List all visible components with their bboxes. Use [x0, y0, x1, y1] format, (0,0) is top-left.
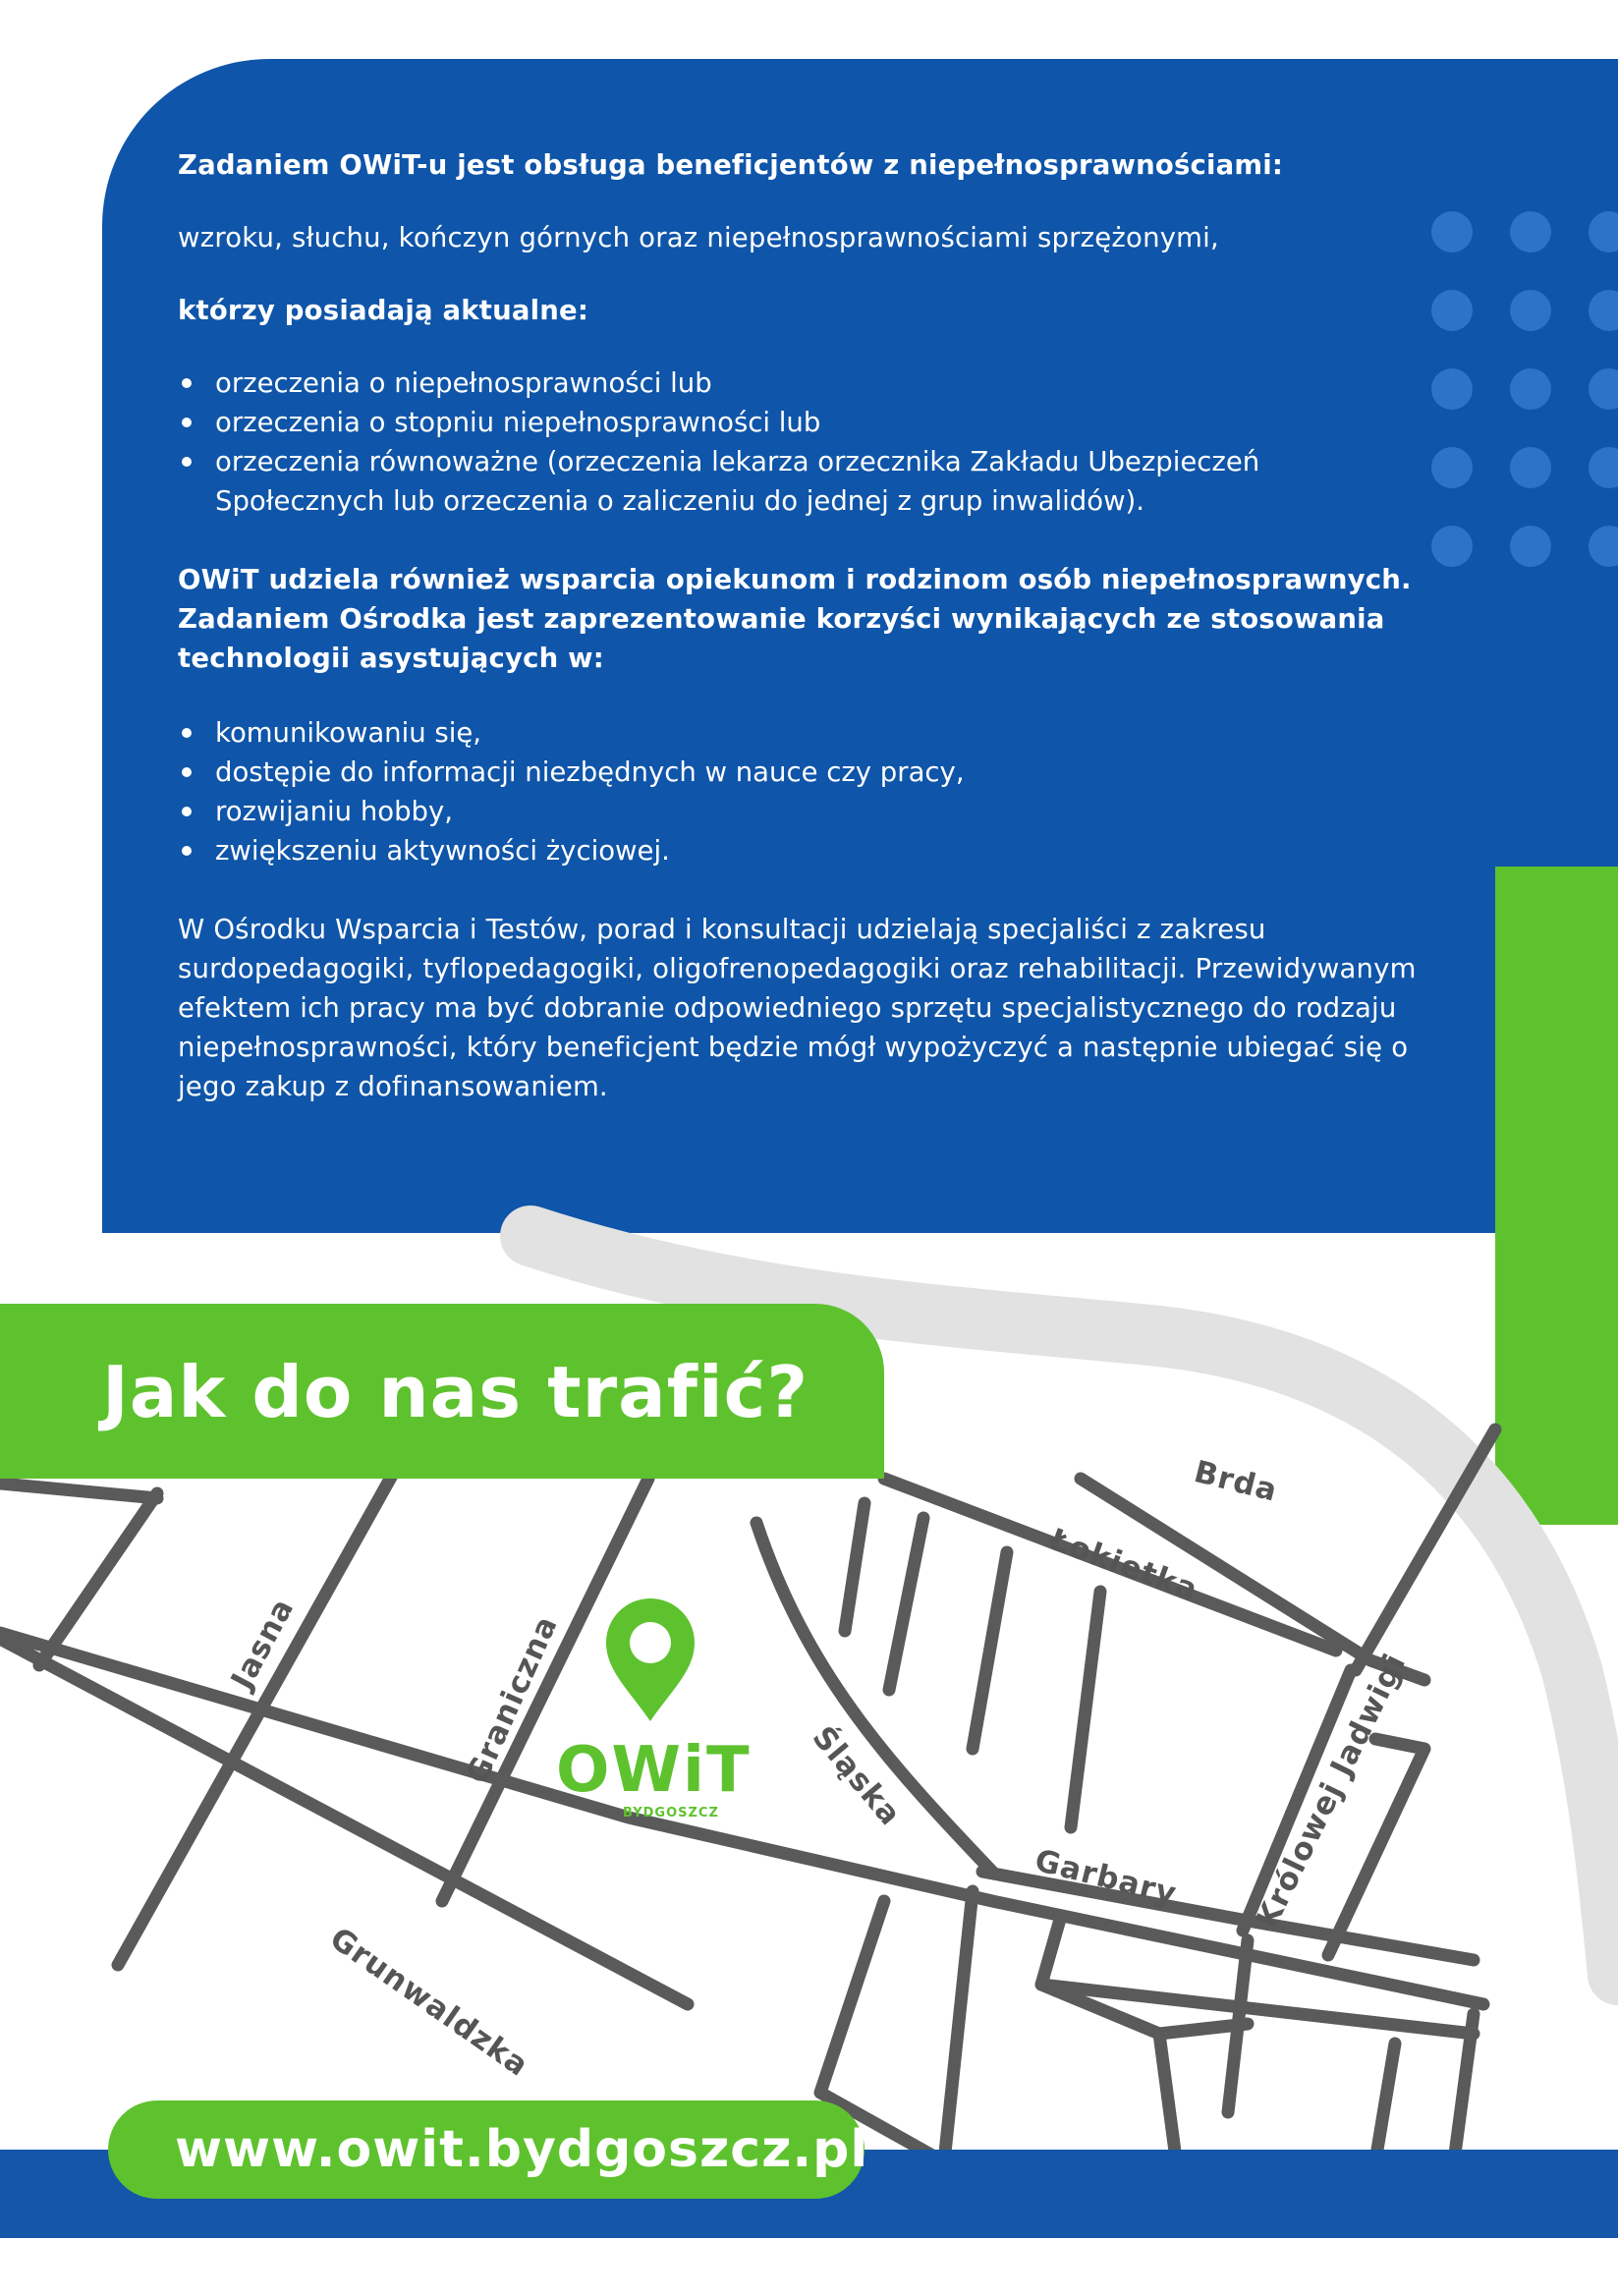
street-label-jasna: Jasna [224, 1592, 302, 1696]
dot [1589, 526, 1618, 567]
dot [1589, 368, 1618, 410]
requirements-list [178, 364, 1435, 521]
list-item: orzeczenia równoważne (orzeczenia lekarza orzecznika Zakładu Ubezpieczeń Społecznych lub orzeczenia o zaliczeniu do jednej z grup inwalidów). [178, 442, 1435, 521]
road [1041, 1916, 1179, 2181]
road [1375, 2044, 1395, 2161]
list-item: komunikowaniu się, [178, 713, 1435, 753]
dot [1589, 290, 1618, 331]
dot [1431, 526, 1473, 567]
dot [1431, 447, 1473, 488]
support-paragraph: OWiT udziela również wsparcia opiekunom i rodzinom osób niepełnosprawnych. Zadaniem Ośrodka jest zaprezentowanie korzyści wynikających ze stosowania technologii asystujących w: [178, 564, 1412, 674]
location-pin-icon [552, 1592, 768, 1729]
map-heading: Jak do nas trafić? [102, 1351, 809, 1433]
dot [1510, 290, 1551, 331]
road [39, 1493, 157, 1665]
street-label-slaska: Śląska [805, 1719, 909, 1833]
list-item: orzeczenia o stopniu niepełnosprawności lub [178, 403, 1435, 442]
dot [1431, 368, 1473, 410]
requirements-heading: którzy posiadają aktualne: [178, 295, 589, 326]
intro-heading: Zadaniem OWiT-u jest obsługa beneficjentów z niepełnosprawnościami: [178, 149, 1284, 181]
dot [1589, 447, 1618, 488]
closing-paragraph: W Ośrodku Wsparcia i Testów, porad i konsultacji udzielają specjaliści z zakresu surdopedagogiki, tyflopedagogiki, oligofrenopedagogiki oraz rehabilitacji. Przewidywanym efektem ich pracy ma być dobranie odpowiedniego sprzętu specjalistycznego do rodzaju niepełnosprawności, który beneficjent będzie mógł wypożyczyć a następnie ubiegać się o jego zakup z dofinansowaniem. [178, 914, 1417, 1102]
street-label-grunwaldzka: Grunwaldzka [323, 1921, 535, 2084]
street-label-lokietka: Łokietka [1044, 1522, 1203, 1608]
owit-logo-subtext: BYDGOSZCZ [623, 1806, 719, 1820]
road [1071, 1592, 1100, 1827]
street-label-graniczna: Graniczna [459, 1610, 565, 1789]
dot [1510, 211, 1551, 252]
list-item: orzeczenia o niepełnosprawności lub [178, 364, 1435, 403]
dot [1431, 211, 1473, 252]
road [973, 1552, 1007, 1749]
street-label-krolowej-jadwigi: Królowej Jadwigi [1249, 1648, 1414, 1934]
intro-line: wzroku, słuchu, kończyn górnych oraz niepełnosprawnościami sprzężonymi, [178, 222, 1219, 253]
road [889, 1518, 923, 1690]
street-label-garbary: Garbary [1031, 1842, 1181, 1913]
benefits-list [178, 713, 1435, 870]
street-label-brda: Brda [1190, 1454, 1282, 1509]
list-item: zwiększeniu aktywności życiowej. [178, 831, 1435, 870]
decorative-dots [1431, 211, 1618, 585]
info-content [178, 145, 1435, 1106]
owit-logo-text: OWiT [556, 1734, 752, 1807]
list-item: rozwijaniu hobby, [178, 792, 1435, 831]
road [0, 1484, 157, 1498]
dot [1510, 447, 1551, 488]
road [845, 1503, 865, 1631]
dot [1510, 368, 1551, 410]
list-item: dostępie do informacji niezbędnych w nauce czy pracy, [178, 753, 1435, 792]
dot [1510, 526, 1551, 567]
website-link[interactable]: www.owit.bydgoszcz.pl [175, 2120, 869, 2179]
road [943, 1891, 973, 2171]
dot [1431, 290, 1473, 331]
dot [1589, 211, 1618, 252]
